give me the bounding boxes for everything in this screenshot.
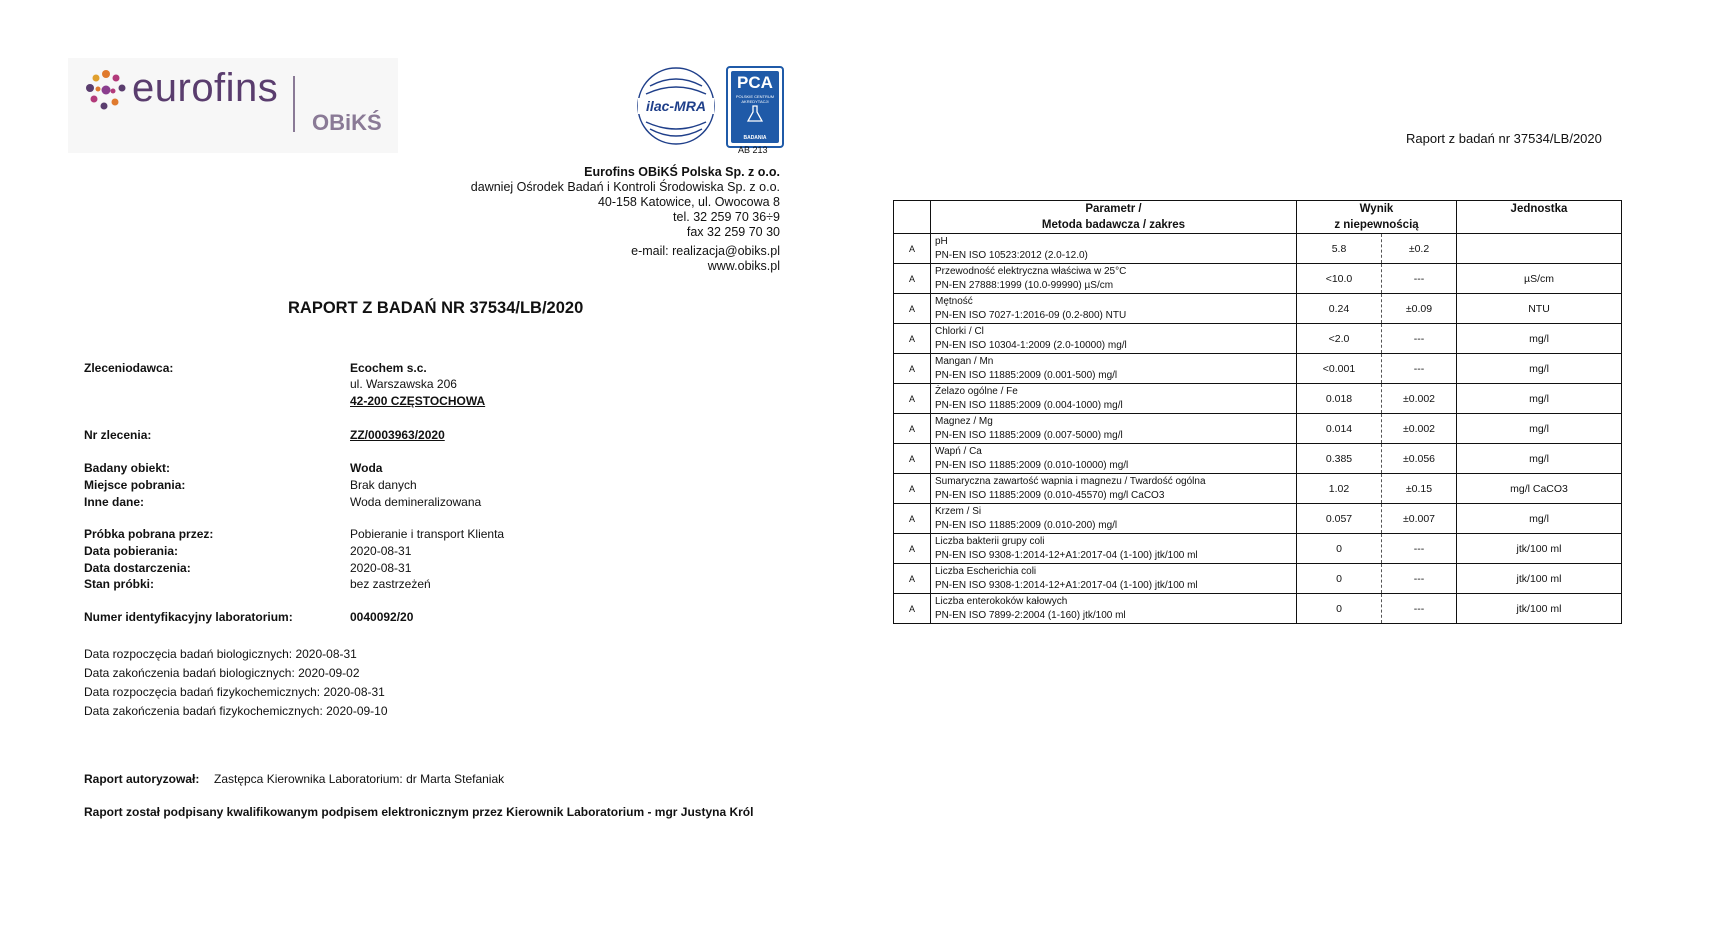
client-label: Zleceniodawca: [84, 361, 174, 375]
table-row [894, 504, 1622, 534]
row-unit [1457, 234, 1622, 264]
date-line: Data rozpoczęcia badań fizykochemicznych: 2020-08-31 [84, 685, 385, 699]
table-row [894, 474, 1622, 504]
row-method: PN-EN ISO 7027-1:2016-09 (0.2-800) NTU [935, 309, 1127, 321]
row-category: A [894, 444, 931, 474]
results-table [893, 200, 1622, 624]
row-uncertainty: ±0.2 [1382, 234, 1457, 264]
company-fax: fax 32 259 70 30 [686, 225, 780, 239]
date-line: Data rozpoczęcia badań biologicznych: 2020-08-31 [84, 647, 357, 661]
header-parameter-line2: Metoda badawcza / zakres [1041, 219, 1186, 231]
other-value: Woda demineralizowana [350, 495, 482, 509]
row-result-value: 0 [1297, 534, 1382, 564]
row-unit: µS/cm [1457, 264, 1622, 294]
sample-state-value: bez zastrzeżeń [350, 577, 431, 591]
header-unit: Jednostka [1457, 201, 1622, 234]
company-address: 40-158 Katowice, ul. Owocowa 8 [597, 195, 780, 209]
row-category: A [894, 384, 931, 414]
client-city: 42-200 CZĘSTOCHOWA [350, 394, 486, 408]
row-method: PN-EN ISO 11885:2009 (0.010-45570) mg/l CaCO3 [935, 489, 1165, 501]
row-result-value: 0.014 [1297, 414, 1382, 444]
eurofins-dots-icon [84, 68, 128, 112]
header-result-line1: Wynik [1359, 203, 1394, 215]
row-uncertainty: ±0.002 [1382, 414, 1457, 444]
header-result [1297, 201, 1457, 234]
pca-title: PCA [737, 73, 773, 92]
row-uncertainty: --- [1382, 264, 1457, 294]
row-parameter-name: Liczba Escherichia coli [935, 565, 1037, 577]
table-row [894, 564, 1622, 594]
row-unit: jtk/100 ml [1457, 534, 1622, 564]
table-row [894, 594, 1622, 624]
row-unit: mg/l [1457, 324, 1622, 354]
row-category: A [894, 474, 931, 504]
client-name: Ecochem s.c. [350, 361, 427, 375]
row-parameter [931, 534, 1297, 564]
row-parameter [931, 594, 1297, 624]
row-parameter-name: Chlorki / Cl [935, 325, 984, 337]
other-label: Inne dane: [84, 495, 145, 509]
row-uncertainty: ±0.007 [1382, 504, 1457, 534]
row-unit: mg/l CaCO3 [1457, 474, 1622, 504]
report-number-top: Raport z badań nr 37534/LB/2020 [1406, 131, 1602, 146]
row-method: PN-EN ISO 11885:2009 (0.010-10000) mg/l [935, 459, 1129, 471]
row-uncertainty: ±0.09 [1382, 294, 1457, 324]
lab-id-label: Numer identyfikacyjny laboratorium: [84, 610, 293, 624]
row-category: A [894, 564, 931, 594]
row-result-value: 1.02 [1297, 474, 1382, 504]
authorized-label: Raport autoryzował: [84, 772, 200, 786]
row-parameter [931, 444, 1297, 474]
row-parameter-name: Przewodność elektryczna właściwa w 25°C [935, 265, 1127, 277]
logo-text: eurofins [132, 66, 279, 110]
row-method: PN-EN ISO 9308-1:2014-12+A1:2017-04 (1-100) jtk/100 ml [935, 579, 1198, 591]
table-row [894, 234, 1622, 264]
row-parameter-name: Sumaryczna zawartość wapnia i magnezu / Twardość ogólna [935, 475, 1206, 487]
company-tel: tel. 32 259 70 36÷9 [673, 210, 780, 224]
row-unit: mg/l [1457, 444, 1622, 474]
pca-badge-label: BADANIA [743, 135, 767, 141]
company-former: dawniej Ośrodek Badań i Kontroli Środowiska Sp. z o.o. [470, 180, 780, 194]
sampling-date-value: 2020-08-31 [350, 544, 412, 558]
ilac-text: ilac-MRA [646, 98, 706, 114]
table-row [894, 264, 1622, 294]
row-method: PN-EN ISO 9308-1:2014-12+A1:2017-04 (1-100) jtk/100 ml [935, 549, 1198, 561]
row-result-value: 0.057 [1297, 504, 1382, 534]
row-category: A [894, 294, 931, 324]
table-row [894, 324, 1622, 354]
pca-badge [726, 66, 784, 148]
row-uncertainty: ±0.15 [1382, 474, 1457, 504]
row-method: PN-EN ISO 7899-2:2004 (1-160) jtk/100 ml [935, 609, 1126, 621]
row-result-value: 0.018 [1297, 384, 1382, 414]
row-category: A [894, 594, 931, 624]
row-parameter-name: Mętność [935, 295, 973, 307]
delivery-date-label: Data dostarczenia: [84, 561, 191, 575]
logo-subtext: OBiKŚ [312, 110, 382, 135]
table-row [894, 294, 1622, 324]
client-street: ul. Warszawska 206 [350, 377, 457, 391]
row-uncertainty: --- [1382, 354, 1457, 384]
date-line: Data zakończenia badań biologicznych: 2020-09-02 [84, 666, 360, 680]
sampled-by-value: Pobieranie i transport Klienta [350, 527, 505, 541]
row-uncertainty: --- [1382, 564, 1457, 594]
row-result-value: 0.385 [1297, 444, 1382, 474]
row-method: PN-EN ISO 10304-1:2009 (2.0-10000) mg/l [935, 339, 1127, 351]
signed-note: Raport został podpisany kwalifikowanym podpisem elektronicznym przez Kierownik Laboratorium - mgr Justyna Król [84, 805, 754, 819]
object-value: Woda [350, 461, 383, 475]
row-parameter-name: Żelazo ogólne / Fe [935, 385, 1018, 397]
row-parameter [931, 354, 1297, 384]
row-uncertainty: ±0.002 [1382, 384, 1457, 414]
row-category: A [894, 504, 931, 534]
row-category: A [894, 324, 931, 354]
row-parameter-name: pH [935, 235, 948, 247]
row-parameter-name: Krzem / Si [935, 505, 982, 517]
table-row [894, 414, 1622, 444]
place-value: Brak danych [350, 478, 417, 492]
row-uncertainty: --- [1382, 534, 1457, 564]
row-parameter-name: Magnez / Mg [935, 415, 993, 427]
company-email[interactable]: e-mail: realizacja@obiks.pl [631, 244, 780, 258]
row-parameter [931, 474, 1297, 504]
row-parameter [931, 324, 1297, 354]
row-result-value: 0 [1297, 564, 1382, 594]
table-row [894, 444, 1622, 474]
delivery-date-value: 2020-08-31 [350, 561, 412, 575]
table-row [894, 534, 1622, 564]
row-category: A [894, 234, 931, 264]
row-parameter-name: Mangan / Mn [935, 355, 994, 367]
row-result-value: 0.24 [1297, 294, 1382, 324]
header-parameter [931, 201, 1297, 234]
company-name: Eurofins OBiKŚ Polska Sp. z o.o. [584, 165, 780, 179]
row-result-value: <0.001 [1297, 354, 1382, 384]
sample-state-label: Stan próbki: [84, 577, 155, 591]
row-unit: mg/l [1457, 384, 1622, 414]
row-parameter-name: Wapń / Ca [935, 445, 982, 457]
flask-icon [747, 105, 763, 123]
table-row [894, 354, 1622, 384]
row-unit: mg/l [1457, 354, 1622, 384]
row-uncertainty: --- [1382, 594, 1457, 624]
row-result-value: <2.0 [1297, 324, 1382, 354]
row-parameter-name: Liczba enterokoków kałowych [935, 595, 1068, 607]
sampled-by-label: Próbka pobrana przez: [84, 527, 214, 541]
row-unit: mg/l [1457, 504, 1622, 534]
row-method: PN-EN ISO 11885:2009 (0.001-500) mg/l [935, 369, 1118, 381]
row-parameter [931, 264, 1297, 294]
row-method: PN-EN ISO 11885:2009 (0.007-5000) mg/l [935, 429, 1123, 441]
order-label: Nr zlecenia: [84, 428, 152, 442]
authorized-value: Zastępca Kierownika Laboratorium: dr Marta Stefaniak [214, 772, 505, 786]
header-result-line2: z niepewnością [1334, 219, 1419, 231]
row-unit: NTU [1457, 294, 1622, 324]
row-method: PN-EN ISO 11885:2009 (0.010-200) mg/l [935, 519, 1118, 531]
row-method: PN-EN 27888:1999 (10.0-99990) µS/cm [935, 279, 1114, 291]
row-uncertainty: ±0.056 [1382, 444, 1457, 474]
table-header-row [894, 201, 1622, 234]
page-title: RAPORT Z BADAŃ NR 37534/LB/2020 [288, 299, 584, 317]
row-parameter [931, 234, 1297, 264]
row-unit: jtk/100 ml [1457, 594, 1622, 624]
header-parameter-line1: Parametr / [1085, 203, 1142, 215]
row-parameter-name: Liczba bakterii grupy coli [935, 535, 1045, 547]
pca-subtitle: POLSKIE CENTRUM AKREDYTACJI [735, 94, 775, 104]
order-number: ZZ/0003963/2020 [350, 428, 445, 442]
company-www[interactable]: www.obiks.pl [707, 259, 780, 273]
ilac-mra-icon [636, 66, 716, 146]
row-parameter [931, 564, 1297, 594]
logo-divider [293, 76, 295, 132]
object-label: Badany obiekt: [84, 461, 171, 475]
row-unit: jtk/100 ml [1457, 564, 1622, 594]
sampling-date-label: Data pobierania: [84, 544, 179, 558]
row-parameter [931, 414, 1297, 444]
place-label: Miejsce pobrania: [84, 478, 186, 492]
row-unit: mg/l [1457, 414, 1622, 444]
lab-id-value: 0040092/20 [350, 610, 414, 624]
row-result-value: <10.0 [1297, 264, 1382, 294]
table-row [894, 384, 1622, 414]
accreditation-number: AB 213 [738, 145, 768, 155]
row-method: PN-EN ISO 11885:2009 (0.004-1000) mg/l [935, 399, 1123, 411]
row-parameter [931, 504, 1297, 534]
date-line: Data zakończenia badań fizykochemicznych: 2020-09-10 [84, 704, 388, 718]
row-result-value: 0 [1297, 594, 1382, 624]
row-category: A [894, 414, 931, 444]
row-method: PN-EN ISO 10523:2012 (2.0-12.0) [935, 249, 1088, 261]
row-parameter [931, 294, 1297, 324]
row-category: A [894, 354, 931, 384]
row-result-value: 5.8 [1297, 234, 1382, 264]
row-category: A [894, 534, 931, 564]
row-parameter [931, 384, 1297, 414]
row-category: A [894, 264, 931, 294]
header-category [894, 201, 931, 234]
row-uncertainty: --- [1382, 324, 1457, 354]
